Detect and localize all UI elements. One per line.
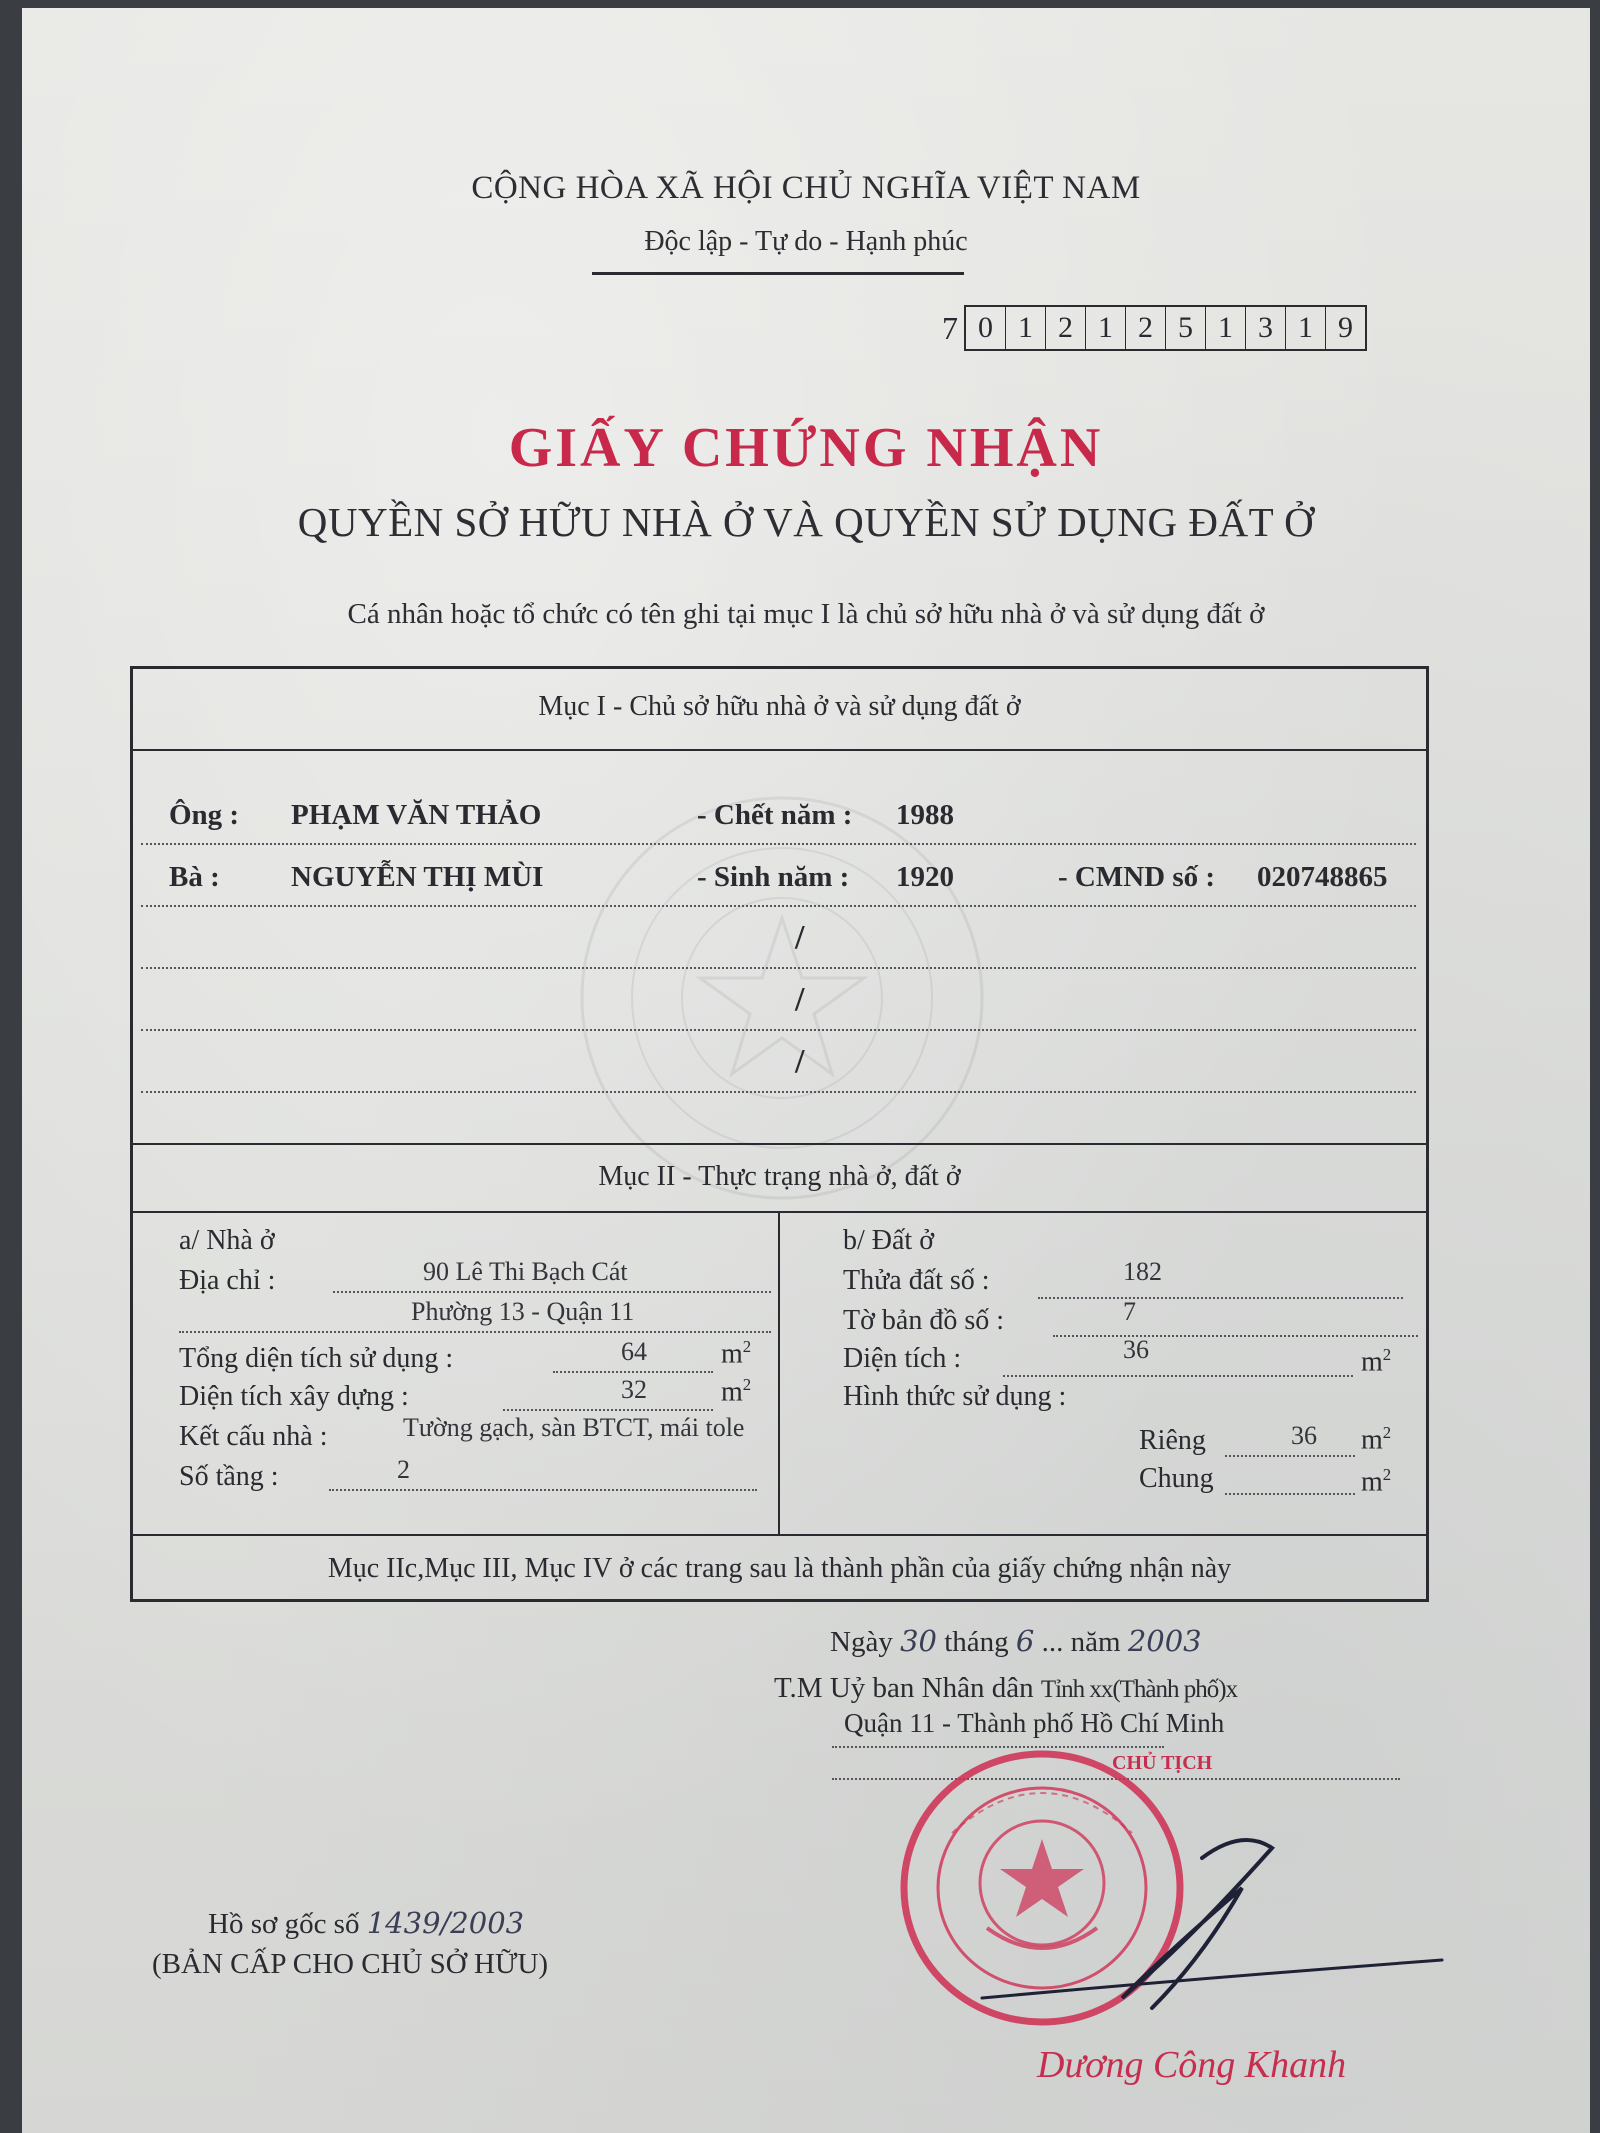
dotted-line [553,1371,713,1373]
file-number-label: Hồ sơ gốc số [208,1908,360,1940]
dotted-line [1225,1493,1355,1495]
dotted-line [329,1489,757,1491]
signer-name: Dương Công Khanh [1037,2044,1347,2086]
issue-year: 2003 [1127,1624,1202,1658]
signature-icon [942,1828,1462,2028]
serial-digit: 2 [1046,307,1086,349]
serial-digit: 1 [1206,307,1246,349]
certificate-subtitle: QUYỀN SỞ HỮU NHÀ Ở VÀ QUYỀN SỬ DỤNG ĐẤT Ở [297,499,1315,545]
total-area-value: 64 [621,1337,647,1366]
floors-value: 2 [397,1455,410,1484]
dotted-line [141,1091,1416,1093]
private-use-label: Riêng [1139,1425,1206,1456]
area-unit: $m^2$ [1361,1423,1392,1456]
private-use-value: 36 [1291,1421,1317,1450]
serial-digit: 9 [1338,311,1353,344]
blank-mark: / [795,981,805,1018]
district-line: Quận 11 - Thành phố Hồ Chí Minh [844,1708,1225,1738]
certificate-title: GIẤY CHỨNG NHẬN [508,417,1104,479]
serial-digit: 3 [1246,307,1286,349]
dotted-line [141,905,1416,907]
footer-rule [133,1534,1426,1536]
total-area-label: Tổng diện tích sử dụng : [179,1343,454,1374]
owner1-note-label: - Chết năm : [697,799,853,831]
dotted-line [1038,1297,1403,1299]
motto: Độc lập - Tự do - Hạnh phúc [644,226,968,257]
owner2-birth-year: 1920 [896,861,954,893]
area-unit: $m^2$ [1361,1465,1392,1498]
day-label: Ngày [830,1626,893,1658]
owner2-name: NGUYỄN THỊ MÙI [291,861,544,893]
footer-note: Mục IIc,Mục III, Mục IV ở các trang sau là thành phần của giấy chứng nhận này [327,1553,1232,1584]
land-heading: b/ Đất ở [843,1225,935,1256]
column-divider [778,1211,780,1534]
blank-mark: / [795,1043,805,1080]
copy-note: (BẢN CẤP CHO CHỦ SỞ HỮU) [152,1948,549,1980]
map-sheet-value: 7 [1123,1297,1136,1326]
serial-digit: 1 [1286,307,1326,349]
serial-digit: 5 [1166,307,1206,349]
issue-day: 30 [900,1624,937,1658]
structure-value: Tường gạch, sàn BTCT, mái tole [403,1413,745,1442]
serial-cells [964,305,1367,351]
use-form-label: Hình thức sử dụng : [843,1381,1067,1412]
section1-head-rule [133,749,1426,751]
section1-heading: Mục I - Chủ sở hữu nhà ở và sử dụng đất ở [538,691,1021,722]
serial-digit: 1 [1086,307,1126,349]
land-area-label: Diện tích : [843,1343,962,1374]
certificate-page [22,8,1590,2133]
certificate-table [130,666,1429,1602]
year-label: năm [1070,1626,1121,1658]
floors-label: Số tầng : [179,1461,279,1492]
motto-underline [592,272,964,275]
authority-overstrike: Tỉnh xx(Thành phố)x [1040,1676,1238,1703]
owner1-title: Ông : [169,799,240,831]
dotted-line [503,1409,713,1411]
file-number-line [208,1906,524,1941]
area-unit: $m^2$ [721,1375,752,1408]
build-area-label: Diện tích xây dựng : [179,1381,409,1412]
dotted-line [1225,1455,1355,1457]
parcel-value: 182 [1123,1257,1162,1286]
land-area-value: 36 [1123,1335,1149,1364]
file-number: 1439/2003 [366,1906,525,1940]
house-heading: a/ Nhà ở [179,1225,275,1256]
address-label: Địa chỉ : [179,1265,276,1296]
blank-mark: / [795,919,805,956]
address-line1: 90 Lê Thi Bạch Cát [423,1257,628,1286]
area-unit: $m^2$ [721,1337,752,1370]
owner2-note-label: - Sinh năm : [697,861,850,893]
area-unit: $m^2$ [1361,1345,1392,1378]
serial-digit: 0 [966,307,1006,349]
section2-top-rule [133,1143,1426,1145]
shared-use-label: Chung [1139,1463,1214,1494]
intro-text: Cá nhân hoặc tổ chức có tên ghi tại mục I là chủ sở hữu nhà ở và sử dụng đất ở [347,598,1265,630]
parcel-label: Thửa đất số : [843,1265,990,1296]
dotted-line [141,967,1416,969]
dotted-line [1053,1335,1418,1337]
position-title: CHỦ TỊCH [1112,1752,1213,1774]
dotted-line [141,1029,1416,1031]
map-sheet-label: Tờ bản đồ số : [843,1305,1005,1336]
dotted-line [179,1331,771,1333]
issue-month: 6 [1015,1624,1035,1658]
owner1-name: PHẠM VĂN THẢO [291,799,542,831]
serial-digit: 2 [1126,307,1166,349]
serial-lead: 7 [942,309,958,346]
month-label: tháng [944,1626,1009,1658]
section2-heading: Mục II - Thực trạng nhà ở, đất ở [598,1161,961,1192]
address-line2: Phường 13 - Quận 11 [411,1297,635,1326]
dotted-line [1003,1375,1353,1377]
structure-label: Kết cấu nhà : [179,1421,328,1452]
owner2-id-label: - CMND số : [1058,861,1216,893]
issue-date: Ngày 30 tháng 6 ... năm 2003 [830,1624,1202,1658]
owner1-death-year: 1988 [896,799,954,831]
serial-number [942,306,1367,350]
nation-heading: CỘNG HÒA XÃ HỘI CHỦ NGHĨA VIỆT NAM [471,170,1141,206]
serial-digit: 1 [1006,307,1046,349]
authority-line [774,1672,1237,1705]
authority: T.M Uỷ ban Nhân dân [774,1672,1034,1704]
dotted-line [141,843,1416,845]
owner2-title: Bà : [169,861,220,893]
owner2-id-number: 020748865 [1257,861,1388,893]
build-area-value: 32 [621,1375,647,1404]
dotted-line [333,1291,771,1293]
